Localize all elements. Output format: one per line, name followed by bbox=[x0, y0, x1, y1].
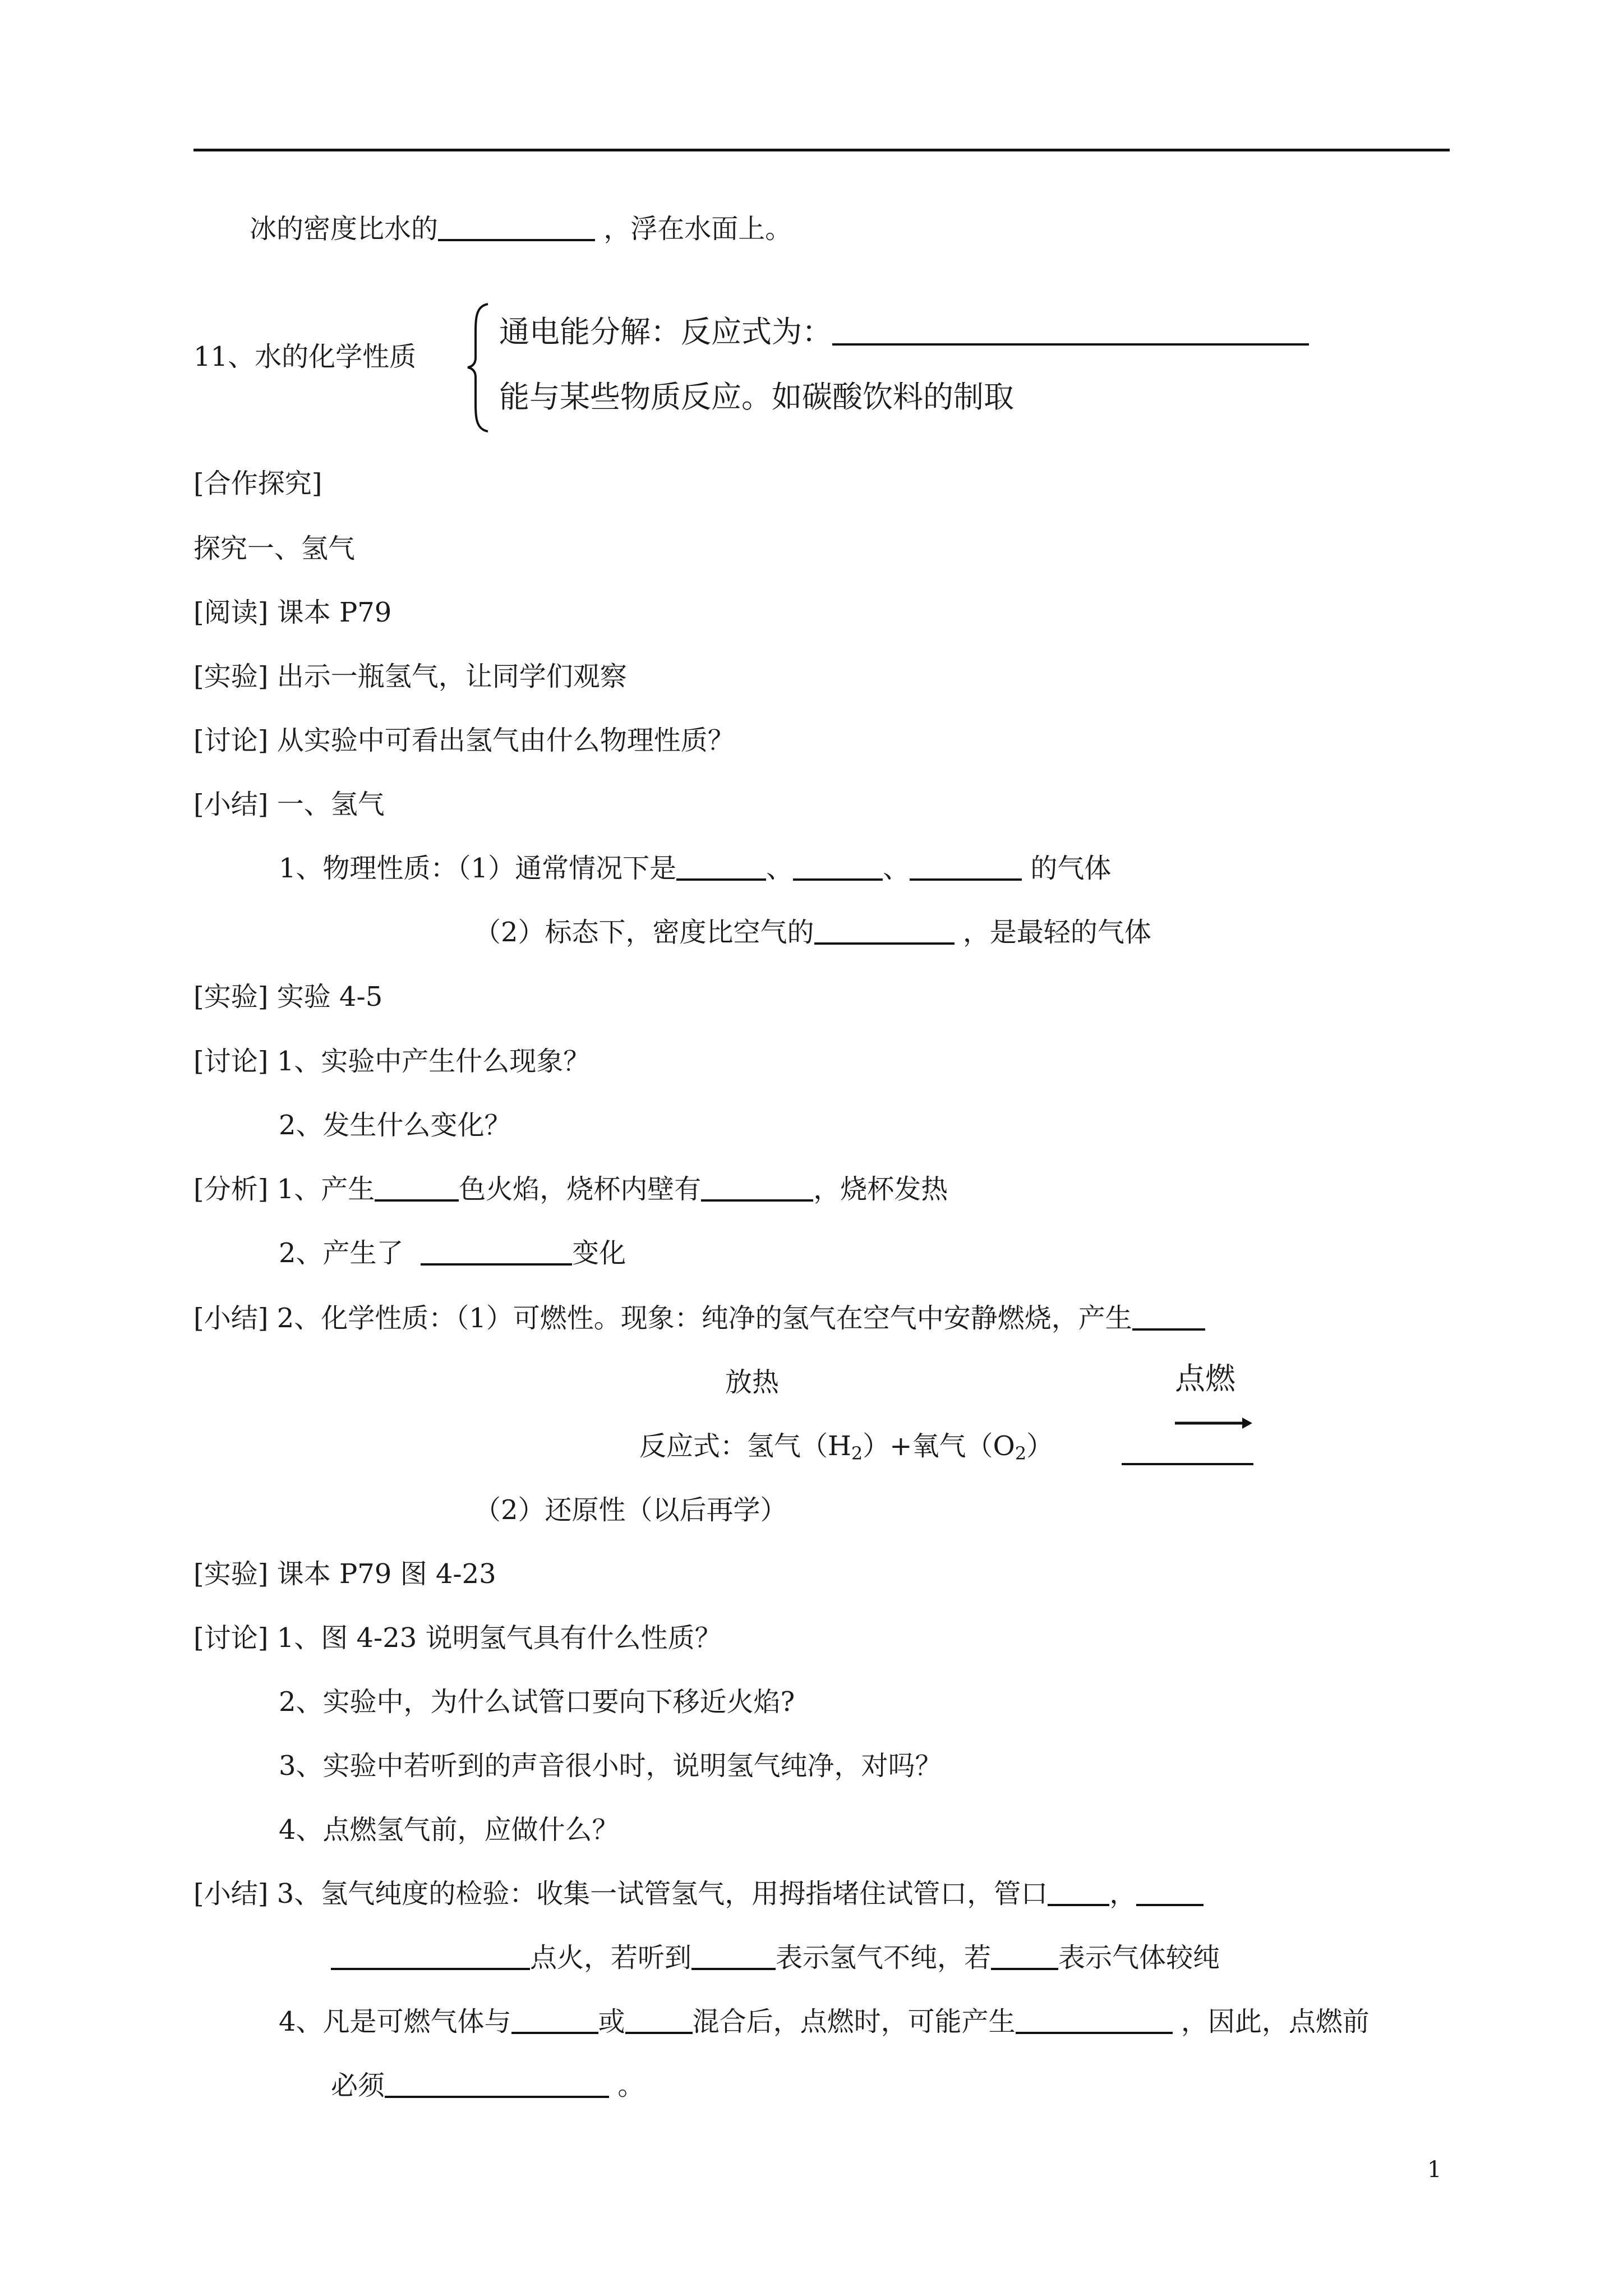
section-coop: [合作探究] bbox=[193, 468, 322, 499]
fill-blank[interactable] bbox=[991, 1941, 1058, 1970]
fill-blank[interactable] bbox=[511, 2005, 598, 2034]
left-brace-icon bbox=[465, 302, 494, 434]
text: 1、物理性质：（1）通常情况下是 bbox=[279, 853, 677, 884]
discussion-2b: 2、发生什么变化？ bbox=[279, 1110, 511, 1141]
subscript: 2 bbox=[1015, 1443, 1027, 1464]
text: 2、产生了 bbox=[279, 1237, 404, 1269]
text: 混合后，点燃时，可能产生 bbox=[692, 2006, 1016, 2037]
discussion-3c: 3、实验中若听到的声音很小时，说明氢气纯净，对吗？ bbox=[279, 1750, 942, 1782]
fill-blank[interactable] bbox=[1136, 1877, 1204, 1906]
text: 4、凡是可燃气体与 bbox=[279, 2006, 511, 2037]
q11-electrolysis bbox=[499, 314, 1309, 350]
discussion-3d: 4、点燃氢气前，应做什么？ bbox=[279, 1814, 619, 1846]
fill-blank[interactable] bbox=[385, 2069, 609, 2098]
header-rule bbox=[193, 149, 1450, 151]
read-line: [阅读] 课本 P79 bbox=[193, 597, 392, 628]
text: 、 bbox=[883, 853, 910, 884]
fill-blank[interactable] bbox=[1016, 2005, 1173, 2034]
fill-blank[interactable] bbox=[691, 1941, 776, 1970]
equation-product-blank[interactable] bbox=[1122, 1436, 1253, 1465]
text: 表示气体较纯 bbox=[1058, 1942, 1220, 1973]
text: 必须 bbox=[331, 2070, 385, 2101]
text: ，烧杯发热 bbox=[813, 1174, 948, 1205]
summary-3b bbox=[331, 1940, 1220, 1976]
text: 变化 bbox=[572, 1237, 626, 1269]
experiment-3: [实验] 课本 P79 图 4-23 bbox=[193, 1558, 496, 1590]
text: 。 bbox=[617, 2070, 645, 2101]
text: ， bbox=[1109, 1878, 1137, 1910]
analysis-2 bbox=[279, 1235, 626, 1271]
fill-blank[interactable] bbox=[832, 316, 1309, 346]
summary-4b bbox=[331, 2068, 644, 2104]
reaction-arrow-icon bbox=[1175, 1415, 1253, 1432]
text: ，是最轻的气体 bbox=[962, 917, 1151, 948]
fill-blank[interactable] bbox=[910, 852, 1022, 881]
reducibility: （2）还原性（以后再学） bbox=[474, 1494, 787, 1526]
explore-1: 探究一、氢气 bbox=[193, 533, 356, 564]
fill-blank[interactable] bbox=[625, 2005, 693, 2034]
fill-blank[interactable] bbox=[421, 1236, 572, 1266]
text: [小结] 3、氢气纯度的检验：收集一试管氢气，用拇指堵住试管口，管口 bbox=[193, 1878, 1048, 1910]
q11-reaction: 能与某些物质反应。如碳酸饮料的制取 bbox=[499, 379, 1014, 415]
fill-blank[interactable] bbox=[1132, 1301, 1205, 1331]
summary-4 bbox=[279, 2004, 1370, 2040]
analysis-1 bbox=[193, 1171, 948, 1207]
summary-2 bbox=[193, 1300, 1205, 1336]
text: 或 bbox=[598, 2006, 625, 2037]
text: ）+氧气（O bbox=[863, 1430, 1015, 1462]
discussion-2a: [讨论] 1、实验中产生什么现象？ bbox=[193, 1046, 591, 1077]
reaction-equation bbox=[639, 1428, 1053, 1471]
heat-release: 放热 bbox=[725, 1366, 780, 1398]
text: [小结] 2、化学性质：（1）可燃性。现象：纯净的氢气在空气中安静燃烧，产生 bbox=[193, 1303, 1132, 1334]
discussion-3a: [讨论] 1、图 4-23 说明氢气具有什么性质？ bbox=[193, 1622, 722, 1654]
text: 的气体 bbox=[1030, 853, 1112, 884]
page-number: 1 bbox=[1427, 2157, 1442, 2183]
fill-blank[interactable] bbox=[438, 212, 595, 241]
text: 点火，若听到 bbox=[530, 1942, 692, 1973]
text: 、 bbox=[766, 853, 794, 884]
text: 反应式：氢气（H bbox=[639, 1430, 851, 1462]
text: 色火焰，烧杯内壁有 bbox=[459, 1174, 702, 1205]
text: ，因此，点燃前 bbox=[1181, 2006, 1370, 2037]
summary-3 bbox=[193, 1876, 1204, 1912]
text: 通电能分解：反应式为： bbox=[499, 314, 832, 349]
discussion-3b: 2、实验中，为什么试管口要向下移近火焰? bbox=[279, 1686, 795, 1718]
fill-blank[interactable] bbox=[375, 1172, 459, 1202]
discussion-1: [讨论] 从实验中可看出氢气由什么物理性质？ bbox=[193, 725, 735, 756]
text: ，浮在水面上。 bbox=[603, 213, 792, 245]
ignite-label: 点燃 bbox=[1175, 1361, 1235, 1396]
text: [分析] 1、产生 bbox=[193, 1174, 375, 1205]
physical-property-1 bbox=[279, 850, 1111, 886]
experiment-1: [实验] 出示一瓶氢气，让同学们观察 bbox=[193, 661, 627, 692]
text: （2）标态下，密度比空气的 bbox=[474, 917, 814, 948]
text: 表示氢气不纯，若 bbox=[776, 1942, 992, 1973]
subscript: 2 bbox=[851, 1443, 863, 1464]
text: 冰的密度比水的 bbox=[250, 213, 439, 245]
physical-property-2 bbox=[474, 914, 1151, 950]
fill-blank[interactable] bbox=[676, 852, 766, 881]
fill-blank[interactable] bbox=[1048, 1877, 1109, 1906]
summary-1: [小结] 一、氢气 bbox=[193, 789, 385, 820]
q11-label: 11、水的化学性质 bbox=[193, 341, 417, 372]
fill-blank[interactable] bbox=[331, 1941, 530, 1970]
ice-density-line bbox=[250, 211, 792, 247]
experiment-2: [实验] 实验 4-5 bbox=[193, 981, 383, 1013]
fill-blank[interactable] bbox=[701, 1172, 813, 1202]
text: ） bbox=[1026, 1430, 1054, 1462]
fill-blank[interactable] bbox=[793, 852, 883, 881]
fill-blank[interactable] bbox=[814, 915, 955, 945]
